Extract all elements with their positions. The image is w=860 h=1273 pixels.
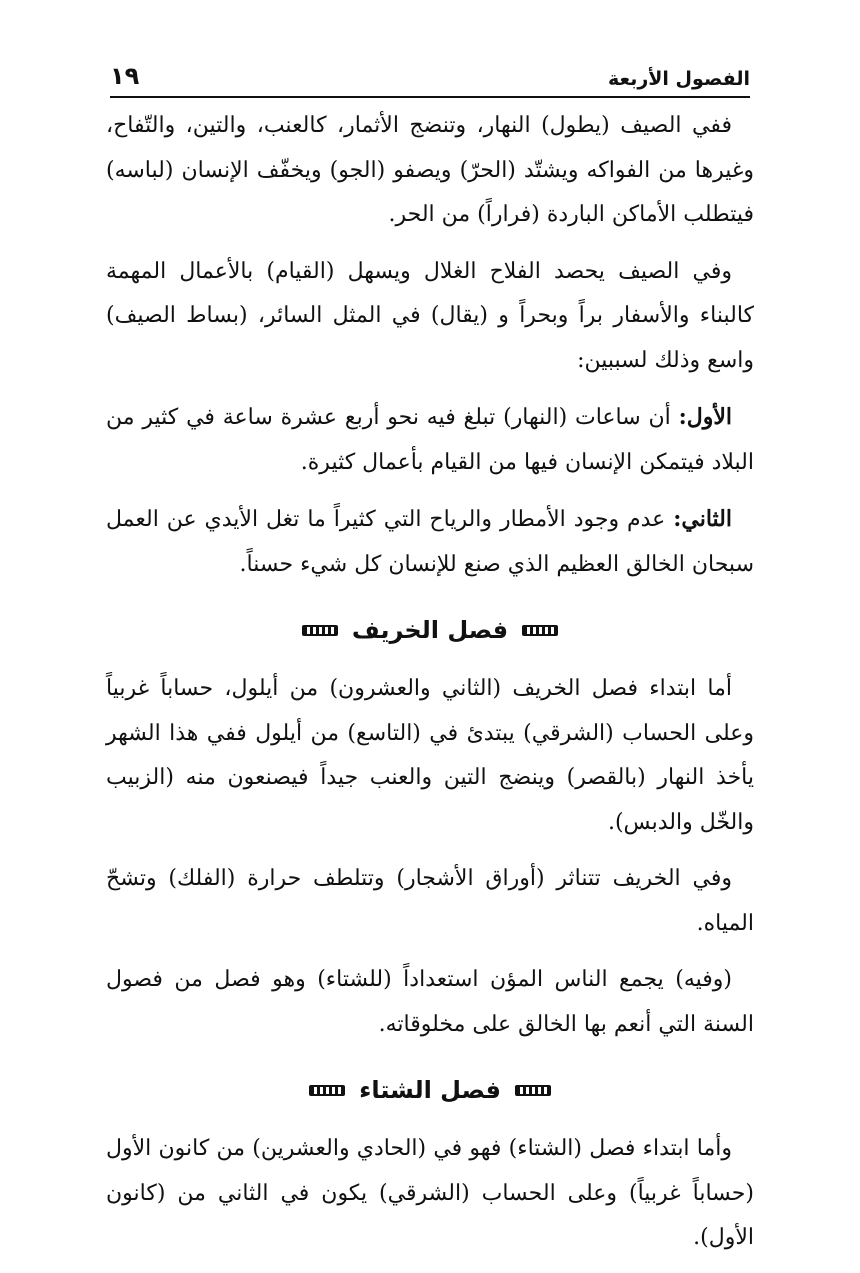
ornament-icon	[309, 1085, 345, 1096]
section-title: فصل الخريف	[351, 616, 509, 644]
running-title: الفصول الأربعة	[607, 68, 750, 90]
paragraph: ففي الصيف (يطول) النهار، وتنضج الأثمار، كالعنب، والتين، والتّفاح، وغيرها من الفواكه ويشتّد (الحرّ) ويصفو (الجو) ويخفّف الإنسان (لباسه) فيتطلب الأماكن الباردة (فراراً) من الحر.	[106, 113, 754, 227]
ornament-icon	[522, 625, 558, 636]
section-heading-winter	[106, 1059, 754, 1121]
paragraph-text: عدم وجود الأمطار والرياح التي كثيراً ما تغل الأيدي عن العمل سبحان الخالق العظيم الذي صنع للإنسان كل شيء حسناً.	[106, 507, 754, 577]
paragraph-text: أن ساعات (النهار) تبلغ فيه نحو أربع عشرة ساعة في كثير من البلاد فيتمكن الإنسان فيها من القيام بأعمال كثيرة.	[106, 405, 754, 475]
ornament-icon	[302, 625, 338, 636]
paragraph: أما ابتداء فصل الخريف (الثاني والعشرون) من أيلول، حساباً غربياً وعلى الحساب (الشرقي) يبتدئ في (التاسع) من أيلول ففي هذا الشهر يأخذ النهار (بالقصر) وينضج التين والعنب جيداً فيصنعون منه (الزبيب والخّل والدبس).	[106, 676, 754, 835]
section-heading-autumn	[106, 599, 754, 661]
page-body	[106, 104, 754, 1273]
paragraph	[106, 497, 754, 587]
paragraph: وفي الخريف تتناثر (أوراق الأشجار) وتتلطف حرارة (الفلك) وتشحّ المياه.	[106, 866, 754, 936]
paragraph: وأما ابتداء فصل (الشتاء) فهو في (الحادي والعشرين) من كانون الأول (حساباً غربياً) وعلى الحساب (الشرقي) يكون في الثاني من (كانون الأول).	[106, 1136, 754, 1250]
ornament-icon	[515, 1085, 551, 1096]
paragraph-lead: الثاني:	[673, 506, 732, 532]
paragraph-lead: الأول:	[678, 404, 732, 430]
paragraph: (وفيه) يجمع الناس المؤن استعداداً (للشتاء) وهو فصل من فصول السنة التي أنعم بها الخالق على مخلوقاته.	[106, 967, 754, 1037]
section-title: فصل الشتاء	[359, 1076, 501, 1104]
paragraph	[106, 395, 754, 485]
page-number: ١٩	[110, 62, 140, 90]
page-header	[110, 42, 750, 98]
paragraph: وفي الصيف يحصد الفلاح الغلال ويسهل (القيام) بالأعمال المهمة كالبناء والأسفار براً وبحراً و (يقال) في المثل السائر، (بساط الصيف) واسع وذلك لسببين:	[106, 258, 754, 373]
